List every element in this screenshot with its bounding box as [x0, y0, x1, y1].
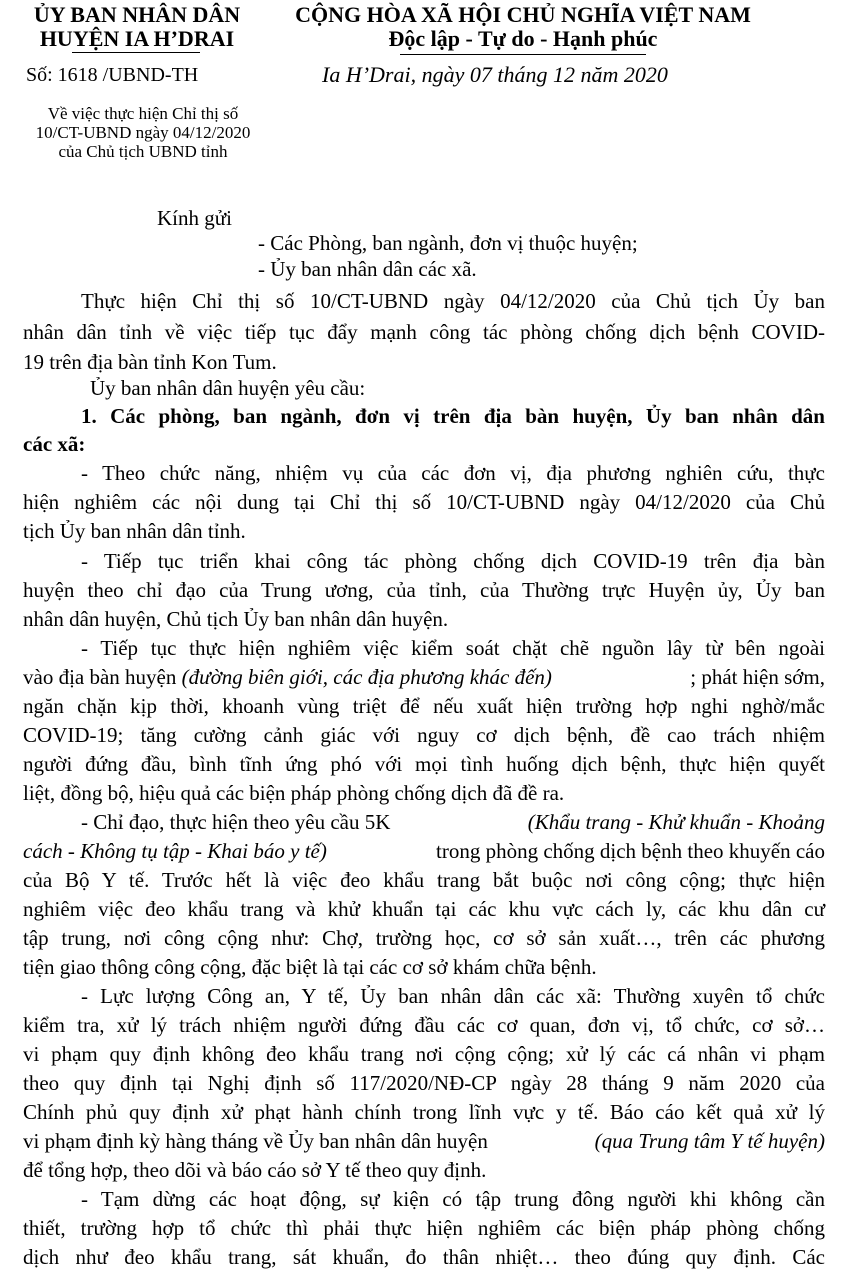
- body-italic-segment: (qua Trung tâm Y tế huyện): [594, 1129, 825, 1153]
- body-text-segment: trong phòng chống dịch bệnh theo khuyến cáo: [430, 839, 825, 863]
- motto-underline: [400, 54, 646, 55]
- national-motto: Độc lập - Tự do - Hạnh phúc: [388, 26, 658, 51]
- recipients-label: Kính gửi: [157, 206, 232, 230]
- subject-line: của Chủ tịch UBND tỉnh: [58, 142, 228, 161]
- body-line: tiện giao thông công cộng, đặc biệt là tại các cơ sở khám chữa bệnh.: [23, 955, 597, 979]
- body-line: tập trung, nơi công cộng như: Chợ, trường học, cơ sở sản xuất…, trên các phương: [23, 926, 825, 950]
- body-text-segment: - Chỉ đạo, thực hiện theo yêu cầu 5K: [81, 810, 396, 834]
- body-line: nhân dân tỉnh về việc tiếp tục đẩy mạnh công tác phòng chống dịch bệnh COVID-: [23, 320, 825, 344]
- recipient-item: - Các Phòng, ban ngành, đơn vị thuộc huyện;: [258, 231, 638, 255]
- body-line: theo quy định tại Nghị định số 117/2020/NĐ-CP ngày 28 tháng 9 năm 2020 của: [23, 1071, 825, 1095]
- body-line: tịch Ủy ban nhân dân tỉnh.: [23, 519, 246, 543]
- body-line: nghiêm việc đeo khẩu trang và khử khuẩn tại các khu vực cách ly, các khu dân cư: [23, 897, 825, 921]
- body-line: dịch như đeo khẩu trang, sát khuẩn, đo thân nhiệt… theo đúng quy định. Các: [23, 1245, 825, 1269]
- body-line: để tổng hợp, theo dõi và báo cáo sở Y tế theo quy định.: [23, 1158, 487, 1182]
- body-line: liệt, đồng bộ, hiệu quả các biện pháp phòng chống dịch đã đề ra.: [23, 781, 565, 805]
- body-italic-segment: (đường biên giới, các địa phương khác đến): [181, 665, 552, 689]
- body-line: - Theo chức năng, nhiệm vụ của các đơn vị, địa phương nghiên cứu, thực: [81, 461, 825, 485]
- national-title: CỘNG HÒA XÃ HỘI CHỦ NGHĨA VIỆT NAM: [295, 2, 751, 27]
- body-line: nhân dân huyện, Chủ tịch Ủy ban nhân dân huyện.: [23, 607, 449, 631]
- body-line: COVID-19; tăng cường cảnh giác với nguy cơ dịch bệnh, đề cao trách nhiệm: [23, 723, 825, 747]
- body-line: 19 trên địa bàn tỉnh Kon Tum.: [23, 350, 277, 374]
- body-line: hiện nghiêm các nội dung tại Chỉ thị số 10/CT-UBND ngày 04/12/2020 của Chủ: [23, 490, 825, 514]
- body-line: [23, 836, 825, 866]
- body-text-segment: vào địa bàn huyện: [23, 665, 182, 689]
- body-line: [23, 1126, 825, 1156]
- body-line: Thực hiện Chỉ thị số 10/CT-UBND ngày 04/12/2020 của Chủ tịch Ủy ban: [81, 289, 825, 313]
- body-line: - Tiếp tục thực hiện nghiêm việc kiểm soát chặt chẽ nguồn lây từ bên ngoài: [81, 636, 825, 660]
- recipient-item: - Ủy ban nhân dân các xã.: [258, 257, 477, 281]
- subject-line: Về việc thực hiện Chỉ thị số: [47, 104, 239, 123]
- body-line: [81, 807, 825, 837]
- body-line: kiểm tra, xử lý trách nhiệm người đứng đầu các cơ quan, đơn vị, tổ chức, cơ sở…: [23, 1013, 825, 1037]
- issuing-agency-line1: ỦY BAN NHÂN DÂN: [33, 2, 241, 27]
- body-line: người đứng đầu, bình tĩnh ứng phó với mọi tình huống dịch bệnh, thực hiện quyết: [23, 752, 825, 776]
- document-header: [0, 0, 851, 170]
- body-line: Ủy ban nhân dân huyện yêu cầu:: [90, 376, 366, 400]
- body-italic-segment: cách - Không tụ tập - Khai báo y tế): [23, 839, 327, 863]
- body-line: Chính phủ quy định xử phạt hành chính trong lĩnh vực y tế. Báo cáo kết quả xử lý: [23, 1100, 825, 1124]
- body-line: [23, 662, 825, 692]
- document-number: Số: 1618 /UBND-TH: [26, 64, 199, 86]
- body-line: - Tạm dừng các hoạt động, sự kiện có tập trung đông người khi không cần: [81, 1187, 825, 1211]
- body-line: của Bộ Y tế. Trước hết là việc đeo khẩu trang bắt buộc nơi công cộng; thực hiện: [23, 868, 825, 892]
- body-line: vi phạm quy định không đeo khẩu trang nơi cộng cộng; xử lý các cá nhân vi phạm: [23, 1042, 825, 1066]
- place-and-date: Ia H’Drai, ngày 07 tháng 12 năm 2020: [322, 62, 668, 87]
- body-line: thiết, trường hợp tổ chức thì phải thực hiện nghiêm các biện pháp phòng chống: [23, 1216, 825, 1240]
- agency-underline: [72, 52, 200, 53]
- body-line: ngăn chặn kịp thời, khoanh vùng triệt để nếu xuất hiện trường hợp nghi nghờ/mắc: [23, 694, 825, 718]
- issuing-agency-line2: HUYỆN IA H’DRAI: [39, 26, 235, 51]
- section-heading: các xã:: [23, 432, 86, 456]
- body-line: - Lực lượng Công an, Y tế, Ủy ban nhân dân các xã: Thường xuyên tổ chức: [81, 984, 825, 1008]
- body-text-segment: ; phát hiện sớm,: [690, 665, 825, 689]
- body-line: - Tiếp tục triển khai công tác phòng chống dịch COVID-19 trên địa bàn: [81, 549, 825, 573]
- body-text-segment: vi phạm định kỳ hàng tháng về Ủy ban nhân dân huyện: [23, 1129, 494, 1153]
- subject-line: 10/CT-UBND ngày 04/12/2020: [35, 123, 251, 142]
- section-heading: 1. Các phòng, ban ngành, đơn vị trên địa bàn huyện, Ủy ban nhân dân: [81, 404, 825, 428]
- body-italic-segment: (Khẩu trang - Khử khuẩn - Khoảng: [527, 810, 825, 834]
- body-line: huyện theo chỉ đạo của Trung ương, của tỉnh, của Thường trực Huyện ủy, Ủy ban: [23, 578, 825, 602]
